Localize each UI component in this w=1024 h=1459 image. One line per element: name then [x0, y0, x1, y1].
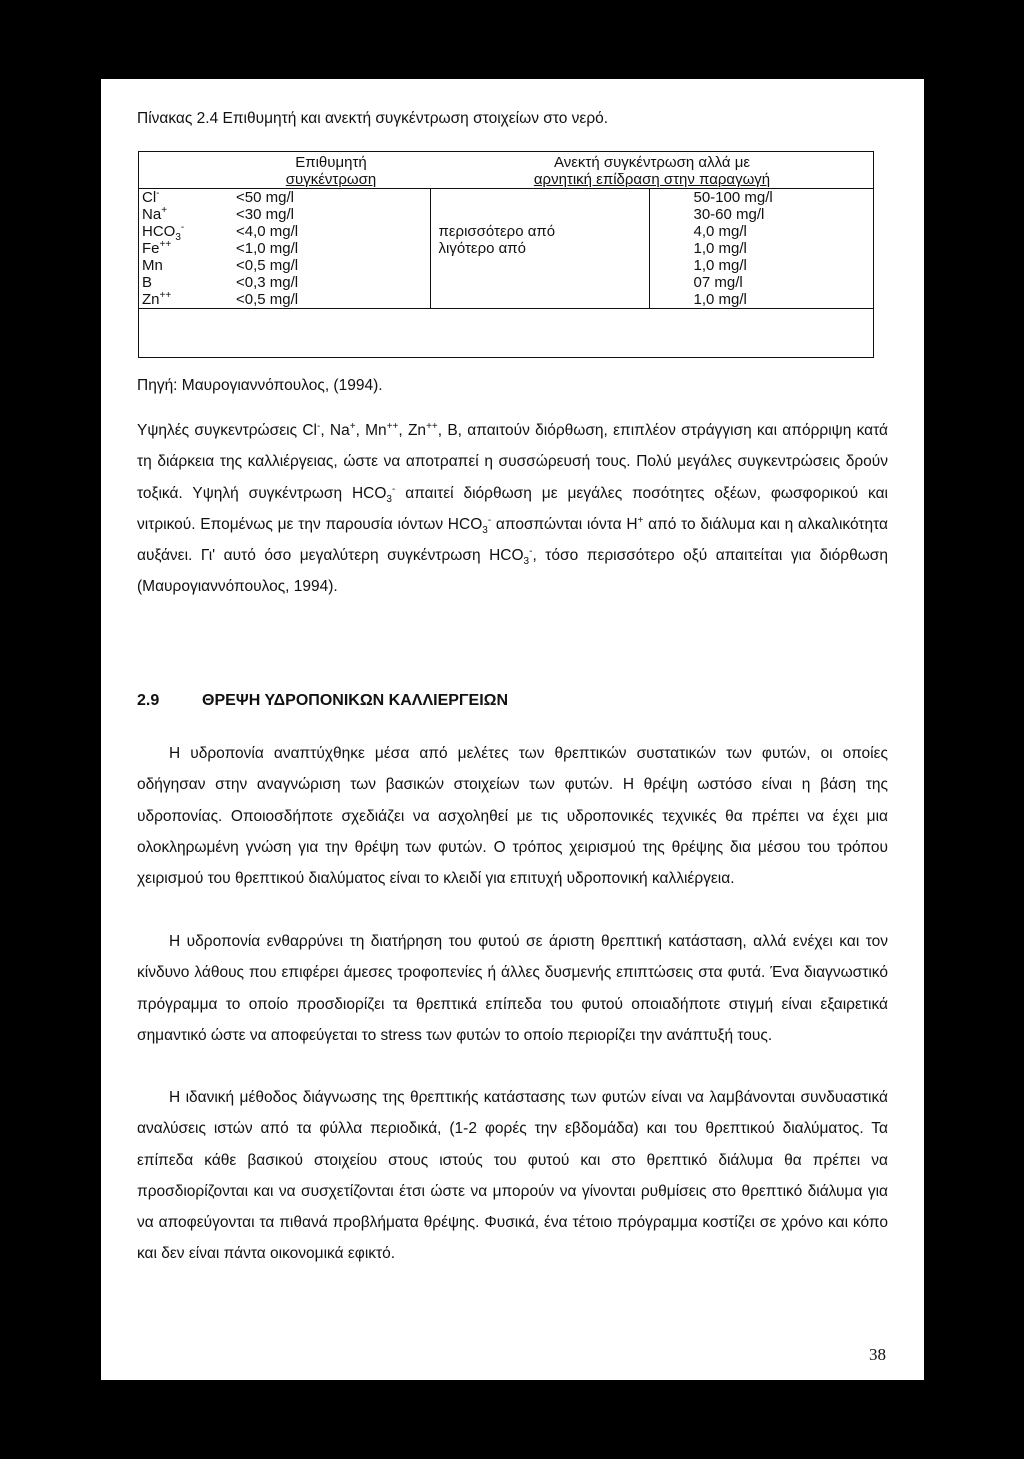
tolerable-value: 4,0 mg/l — [693, 223, 747, 240]
element-symbol: $HCO_3^-$ — [142, 222, 185, 243]
element-symbol: Mn — [142, 257, 163, 274]
element-symbol: Na+ — [142, 205, 168, 223]
table-row — [138, 206, 874, 223]
element-symbol: Zn++ — [138, 291, 232, 309]
qualifier — [430, 291, 649, 309]
qualifier: λιγότερο από — [430, 240, 649, 257]
qualifier — [430, 274, 649, 291]
header-element — [138, 151, 232, 189]
paragraph-intro: Η υδροπονία αναπτύχθηκε μέσα από μελέτες των θρεπτικών συστατικών των φυτών, οι οποίες οδήγησαν στην αναγνώριση των βασικών στοιχείων των φυτών. Η θρέψη ωστόσο είναι η βάση της υδροπονίας. Οποιοσδήποτε σχεδιάζει να ασχοληθεί με τις υδροπονικές τεχνικές θα πρέπει να έχει μια ολοκληρωμένη γνώση για την θρέψη των φυτών. Ο τρόπος χειρισμού της θρέψης δια μέσου του τρόπου χειρισμού του θρεπτικού διαλύματος είναι το κλειδί για επιτυχή υδροπονική καλλιέργεια. — [137, 745, 888, 888]
section-title: ΘΡΕΨΗ ΥΔΡΟΠΟΝΙΚΩΝ ΚΑΛΛΙΕΡΓΕΙΩΝ — [202, 692, 509, 709]
table-row — [138, 240, 874, 257]
table-row — [138, 189, 874, 207]
concentration-table — [138, 151, 874, 309]
qualifier — [430, 206, 649, 223]
element-symbol: Cl- — [142, 188, 160, 206]
qualifier: περισσότερο από — [430, 223, 649, 240]
element-symbol: Fe++ — [142, 239, 172, 257]
document-page — [101, 79, 924, 1380]
table-row — [138, 223, 874, 240]
desired-value: <0,5 mg/l — [232, 291, 430, 309]
desired-value: <4,0 mg/l — [236, 223, 299, 240]
paragraph-chemistry: Υψηλές συγκεντρώσεις Cl-, Na+, Mn++, Zn++, B, απαιτούν διόρθωση, επιπλέον στράγγιση και απόρριψη κατά τη διάρκεια της καλλιέργειας, ώστε να αποτραπεί η συσσώρευσή τους. Πολύ μεγάλες συγκεντρώσεις δρούν τοξικά. Υψηλή συγκέντρωση $HCO_3^-$ απαιτεί διόρθωση με μεγάλες ποσότητες οξέων, φωσφορικού και νιτρικού. Επομένως με την παρουσία ιόντων $HCO_3^-$ αποσπώνται ιόντα H+ από το διάλυμα και η αλκαλικότητα αυξάνει. Γι' αυτό όσο μεγαλύτερη συγκέντρωση $HCO_3^-$, τόσο περισσότερο οξύ απαιτείται για διόρθωση (Μαυρογιαννόπουλος, 1994). — [137, 420, 888, 596]
tolerable-value: 1,0 mg/l — [693, 257, 747, 274]
table-row — [138, 274, 874, 291]
table-source: Πηγή: Μαυρογιαννόπουλος, (1994). — [137, 377, 383, 394]
tolerable-value: 1,0 mg/l — [649, 291, 874, 309]
header-tolerable: Ανεκτή συγκέντρωση αλλά με αρνητική επίδραση στην παραγωγή — [430, 151, 874, 189]
desired-value: <1,0 mg/l — [236, 240, 299, 257]
table-row — [138, 291, 874, 309]
desired-value: <50 mg/l — [236, 189, 294, 206]
section-heading — [137, 692, 508, 710]
tolerable-value: 1,0 mg/l — [693, 240, 747, 257]
section-number: 2.9 — [137, 692, 160, 709]
tolerable-value: 30-60 mg/l — [693, 206, 765, 223]
table-caption: Πίνακας 2.4 Επιθυμητή και ανεκτή συγκέντρωση στοιχείων στο νερό. — [137, 110, 609, 127]
table-row — [138, 257, 874, 274]
element-symbol: B — [142, 274, 153, 291]
qualifier — [430, 257, 649, 274]
header-desired: Επιθυμητή συγκέντρωση — [232, 151, 430, 189]
desired-value: <30 mg/l — [236, 206, 294, 223]
page-number: 38 — [869, 1345, 886, 1364]
table-header-row — [138, 151, 874, 189]
desired-value: <0,5 mg/l — [236, 257, 299, 274]
tolerable-value: 50-100 mg/l — [693, 189, 773, 206]
tolerable-value: 07 mg/l — [693, 274, 743, 291]
paragraph-method: Η ιδανική μέθοδος διάγνωσης της θρεπτικής κατάστασης των φυτών είναι να λαμβάνονται συνδυαστικά αναλύσεις ιστών από τα φύλλα περιοδικά, (1-2 φορές την εβδομάδα) και του θρεπτικού διαλύματος. Τα επίπεδα κάθε βασικού στοιχείου στους ιστούς του φυτού και στο θρεπτικό διάλυμα θα πρέπει να προσδιορίζονται και να συσχετίζονται έτσι ώστε να μπορούν να γίνονται ρυθμίσεις στο θρεπτικό διάλυμα για να αποφεύγονται τα πιθανά προβλήματα θρέψης. Φυσικά, ένα τέτοιο πρόγραμμα κοστίζει σε χρόνο και κόπο και δεν είναι πάντα οικονομικά εφικτό. — [137, 1089, 888, 1263]
desired-value: <0,3 mg/l — [236, 274, 299, 291]
qualifier — [430, 189, 649, 207]
paragraph-diagnosis: Η υδροπονία ενθαρρύνει τη διατήρηση του φυτού σε άριστη θρεπτική κατάσταση, αλλά ενέχει και τον κίνδυνο λάθους που επιφέρει άμεσες τροφοπενίες ή άλλες δυσμενής επιπτώσεις στα φυτά. Ένα διαγνωστικό πρόγραμμα το οποίο προσδιορίζει τα θρεπτικά επίπεδα του φυτού οποιαδήποτε στιγμή είναι εξαιρετικά σημαντικό ώστε να αποφεύγεται το stress των φυτών το οποίο περιορίζει την ανάπτυξή τους. — [137, 933, 888, 1044]
